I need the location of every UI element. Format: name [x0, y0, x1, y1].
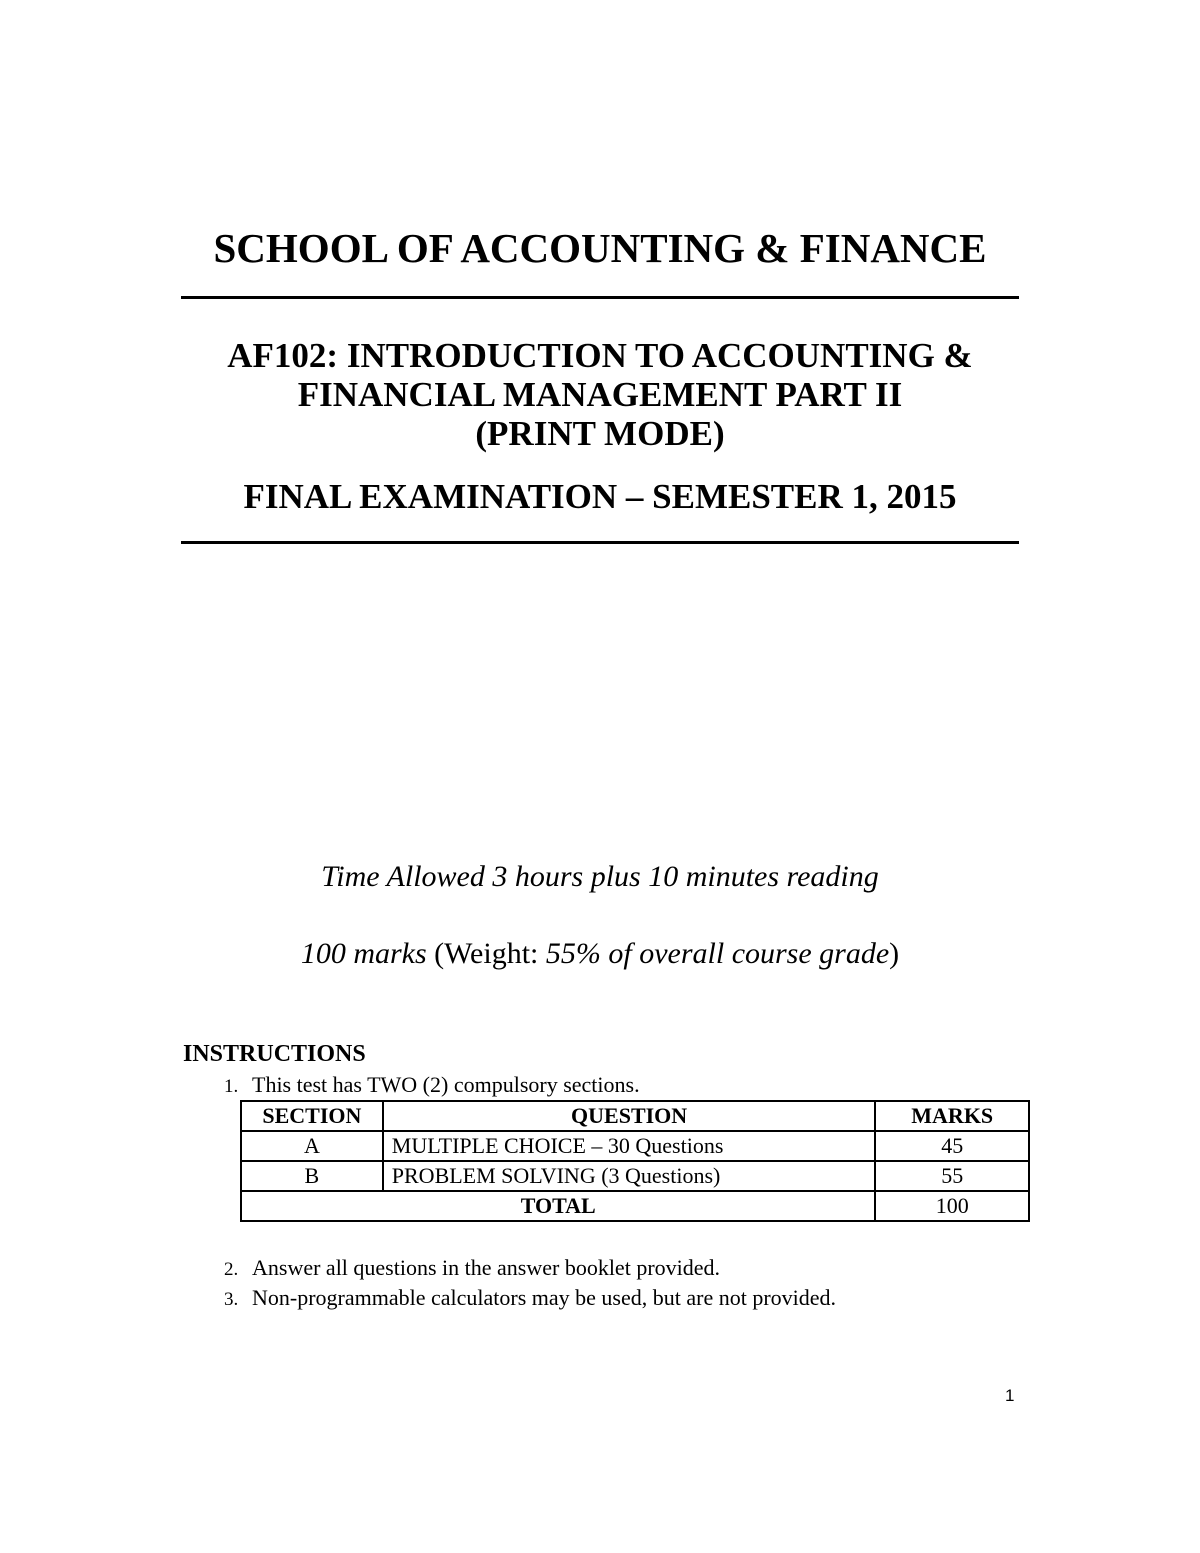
cell-marks: 55	[875, 1161, 1029, 1191]
instruction-item-1	[224, 1072, 640, 1098]
instruction-item-3	[224, 1285, 836, 1311]
cell-total-label: TOTAL	[241, 1191, 875, 1221]
bottom-divider	[181, 541, 1019, 544]
cell-section: B	[241, 1161, 383, 1191]
course-title-line-1: AF102: INTRODUCTION TO ACCOUNTING &	[227, 336, 973, 375]
page-number: 1	[1005, 1386, 1015, 1405]
header-question: QUESTION	[383, 1101, 876, 1131]
cell-question: MULTIPLE CHOICE – 30 Questions	[383, 1131, 876, 1161]
header-marks: MARKS	[875, 1101, 1029, 1131]
exam-title: FINAL EXAMINATION – SEMESTER 1, 2015	[243, 477, 957, 516]
cell-total-marks: 100	[875, 1191, 1029, 1221]
instruction-number: 1.	[224, 1076, 239, 1097]
course-mode: (PRINT MODE)	[475, 414, 725, 453]
table-header-row	[241, 1101, 1029, 1131]
table-row	[241, 1131, 1029, 1161]
cell-marks: 45	[875, 1131, 1029, 1161]
sections-table	[240, 1100, 1030, 1222]
cell-section: A	[241, 1131, 383, 1161]
time-allowed: Time Allowed 3 hours plus 10 minutes reading	[321, 860, 879, 893]
school-title: SCHOOL OF ACCOUNTING & FINANCE	[213, 225, 987, 271]
cell-question: PROBLEM SOLVING (3 Questions)	[383, 1161, 876, 1191]
instruction-number: 3.	[224, 1289, 239, 1310]
instruction-number: 2.	[224, 1259, 239, 1280]
weight-value-text: 55% of overall course grade	[545, 937, 890, 970]
top-divider	[181, 296, 1019, 299]
header-section: SECTION	[241, 1101, 383, 1131]
instruction-text: This test has TWO (2) compulsory sections.	[252, 1072, 640, 1097]
weight-close-text: )	[889, 937, 900, 970]
instruction-item-2	[224, 1255, 720, 1281]
table-total-row	[241, 1191, 1029, 1221]
total-marks-text: 100 marks	[300, 937, 427, 970]
weight-open-text: (Weight:	[426, 937, 546, 970]
marks-weight	[0, 937, 1200, 971]
instruction-text: Non-programmable calculators may be used, but are not provided.	[252, 1285, 837, 1310]
course-title-line-2: FINANCIAL MANAGEMENT PART II	[297, 375, 903, 414]
instructions-heading: INSTRUCTIONS	[183, 1041, 366, 1067]
table-row	[241, 1161, 1029, 1191]
instruction-text: Answer all questions in the answer booklet provided.	[252, 1255, 721, 1280]
